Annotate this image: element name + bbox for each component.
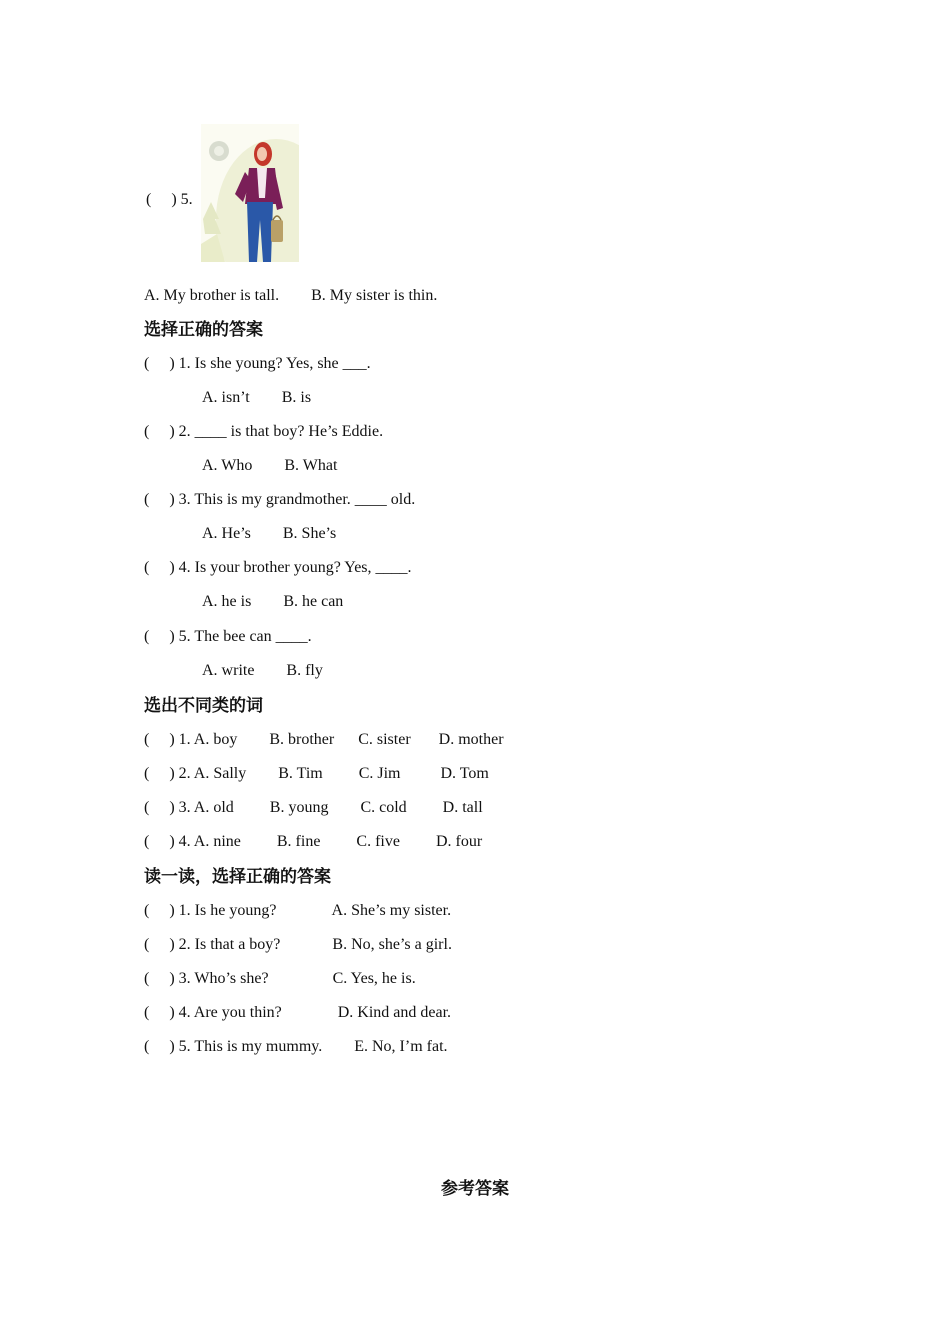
s3-item-1: ( ) 1. Is he young? A. She’s my sister. — [144, 902, 452, 919]
s1-question-5: ( ) 5. The bee can ____. — [144, 628, 312, 645]
s2-item-2: ( ) 2. A. Sally B. Tim C. Jim D. Tom — [144, 765, 489, 782]
section-title-choose-answer: 选择正确的答案 — [144, 320, 263, 340]
s1-options-1: A. isn’t B. is — [202, 389, 312, 406]
s1-question-4: ( ) 4. Is your brother young? Yes, ____. — [144, 559, 412, 576]
s1-options-5: A. write B. fly — [202, 662, 323, 679]
s1-options-2: A. Who B. What — [202, 457, 338, 474]
s1-question-1: ( ) 1. Is she young? Yes, she ___. — [144, 355, 371, 372]
q5-options: A. My brother is tall. B. My sister is thin. — [144, 287, 438, 304]
section-title-odd-one-out: 选出不同类的词 — [144, 696, 263, 716]
s1-question-3: ( ) 3. This is my grandmother. ____ old. — [144, 491, 416, 508]
s3-item-3: ( ) 3. Who’s she? C. Yes, he is. — [144, 970, 416, 987]
s3-item-4: ( ) 4. Are you thin? D. Kind and dear. — [144, 1004, 452, 1021]
s2-item-4: ( ) 4. A. nine B. fine C. five D. four — [144, 833, 483, 850]
section-title-read-and-match: 读一读，选择正确的答案 — [144, 867, 331, 887]
answers-title: 参考答案 — [441, 1179, 509, 1199]
s1-question-2: ( ) 2. ____ is that boy? He’s Eddie. — [144, 423, 384, 440]
s2-item-3: ( ) 3. A. old B. young C. cold D. tall — [144, 799, 483, 816]
s1-options-4: A. he is B. he can — [202, 593, 344, 610]
s3-item-5: ( ) 5. This is my mummy. E. No, I’m fat. — [144, 1038, 448, 1055]
s2-item-1: ( ) 1. A. boy B. brother C. sister D. mother — [144, 731, 504, 748]
s1-options-3: A. He’s B. She’s — [202, 525, 337, 542]
q5-number: ( ) 5. — [146, 191, 193, 208]
s3-item-2: ( ) 2. Is that a boy? B. No, she’s a girl. — [144, 936, 452, 953]
girl-illustration — [201, 124, 299, 262]
